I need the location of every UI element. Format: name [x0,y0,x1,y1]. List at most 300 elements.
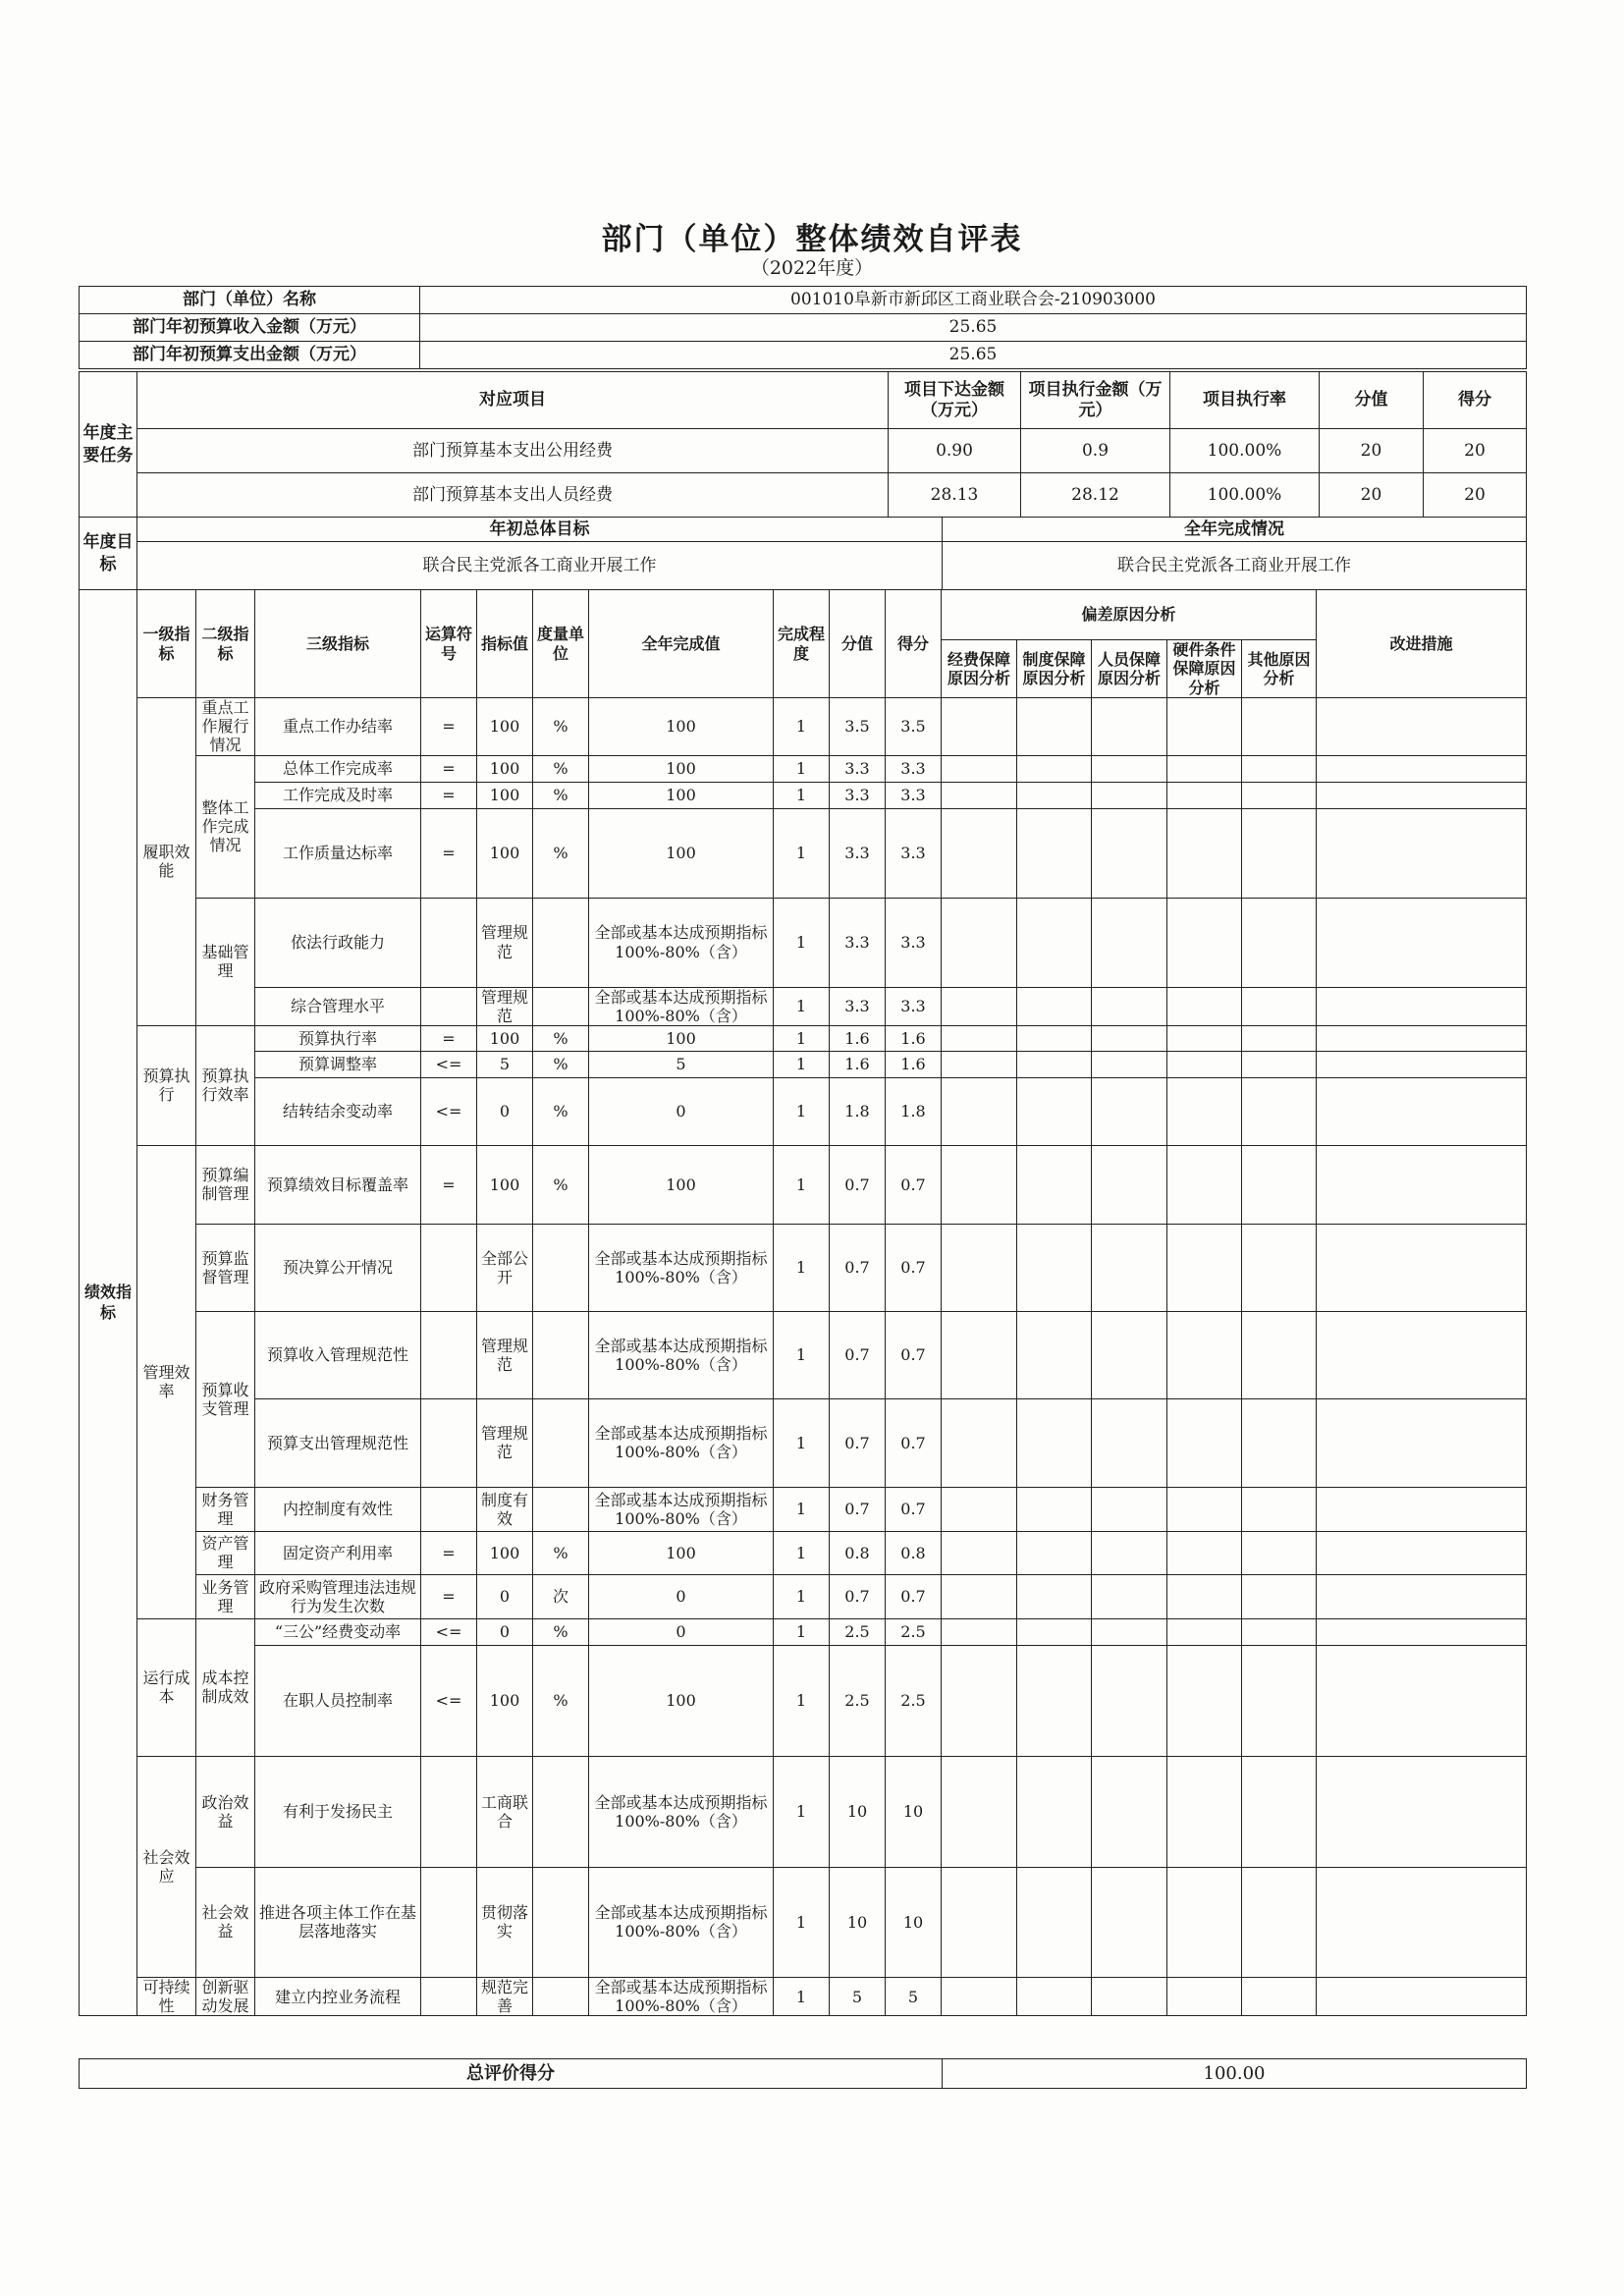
deviation-cell [1092,1977,1167,2015]
level2-indicator: 创新驱动发展 [196,1977,255,2015]
deviation-cell [1242,1531,1317,1574]
task-issued: 28.13 [889,473,1021,518]
operator: = [421,1145,477,1224]
completion-degree: 1 [774,1867,830,1977]
deviation-cell [1242,808,1317,898]
table-row [80,1145,1527,1224]
completion-degree: 1 [774,898,830,987]
table-row [80,1645,1527,1756]
level1-indicator: 可持续性 [137,1977,196,2015]
table-row [80,987,1527,1025]
column-header: 其他原因分析 [1242,640,1317,698]
actual-value: 100 [589,698,774,756]
improvement-cell [1317,1645,1527,1756]
column-header: 得分 [1424,372,1527,429]
section-label: 年度目标 [80,518,137,590]
score: 1.6 [886,1051,942,1077]
score: 1.8 [886,1077,942,1145]
completion-degree: 1 [774,1531,830,1574]
deviation-cell [1092,1398,1167,1487]
score: 2.5 [886,1645,942,1756]
deviation-cell [1092,1051,1167,1077]
level3-indicator: 建立内控业务流程 [255,1977,421,2015]
improvement-cell [1317,1531,1527,1574]
deviation-cell [1017,1077,1092,1145]
deviation-cell [1092,1531,1167,1574]
score: 3.3 [886,782,942,808]
column-header: 一级指标 [137,590,196,698]
operator: = [421,1531,477,1574]
page-title: 部门（单位）整体绩效自评表 [601,222,1023,257]
completion-degree: 1 [774,1645,830,1756]
improvement-cell [1317,1867,1527,1977]
deviation-cell [942,1025,1017,1051]
unit [533,1224,589,1311]
deviation-cell [942,1977,1017,2015]
deviation-cell [942,1051,1017,1077]
score-value: 1.8 [830,1077,886,1145]
score: 5 [886,1977,942,2015]
deviation-cell [1017,1224,1092,1311]
completion-degree: 1 [774,1051,830,1077]
target-value: 管理规范 [477,1398,533,1487]
target-value: 100 [477,1645,533,1756]
improvement-cell [1317,898,1527,987]
unit: 次 [533,1574,589,1618]
score: 0.7 [886,1145,942,1224]
column-header: 完成程度 [774,590,830,698]
operator: <= [421,1077,477,1145]
level2-indicator: 业务管理 [196,1574,255,1618]
deviation-cell [1242,698,1317,756]
unit [533,1487,589,1531]
column-header: 得分 [886,590,942,698]
deviation-cell [942,1487,1017,1531]
deviation-cell [1167,1224,1242,1311]
deviation-cell [1092,1487,1167,1531]
task-score: 20 [1424,429,1527,473]
score-value: 3.3 [830,898,886,987]
deviation-cell [1017,1574,1092,1618]
deviation-cell [1167,755,1242,782]
deviation-cell [1092,1224,1167,1311]
operator: = [421,782,477,808]
table-row [80,429,1527,473]
level3-indicator: 总体工作完成率 [255,755,421,782]
deviation-cell [1167,1756,1242,1867]
deviation-cell [1167,1531,1242,1574]
improvement-cell [1317,1145,1527,1224]
score-value: 1.6 [830,1051,886,1077]
column-header: 经费保障原因分析 [942,640,1017,698]
table-row [80,590,1527,640]
improvement-cell [1317,1025,1527,1051]
deviation-cell [942,1077,1017,1145]
deviation-cell [1167,1051,1242,1077]
total-score-label: 总评价得分 [80,2059,943,2089]
improvement-cell [1317,755,1527,782]
completion-degree: 1 [774,1618,830,1645]
unit: % [533,808,589,898]
deviation-cell [1167,1977,1242,2015]
operator [421,1487,477,1531]
level2-indicator: 预算执行效率 [196,1025,255,1145]
deviation-cell [1167,1487,1242,1531]
target-value: 管理规范 [477,898,533,987]
deviation-cell [1017,1756,1092,1867]
table-row [80,898,1527,987]
operator [421,987,477,1025]
score: 3.5 [886,698,942,756]
level3-indicator: 预算执行率 [255,1025,421,1051]
section-label: 绩效指标 [80,590,137,2016]
deviation-cell [1017,1645,1092,1756]
deviation-cell [1017,1311,1092,1398]
column-header: 制度保障原因分析 [1017,640,1092,698]
score-value: 0.7 [830,1398,886,1487]
task-rate: 100.00% [1170,473,1320,518]
score: 0.8 [886,1531,942,1574]
level2-indicator: 重点工作履行情况 [196,698,255,756]
deviation-cell [1092,698,1167,756]
completion-degree: 1 [774,755,830,782]
deviation-cell [942,1224,1017,1311]
actual-value: 0 [589,1618,774,1645]
level3-indicator: 推进各项主体工作在基层落地落实 [255,1867,421,1977]
column-header: 对应项目 [137,372,889,429]
unit: % [533,698,589,756]
deviation-cell [942,698,1017,756]
deviation-cell [1092,1145,1167,1224]
improvement-cell [1317,1398,1527,1487]
deviation-cell [1242,1977,1317,2015]
completion-degree: 1 [774,1977,830,2015]
improvement-cell [1317,1077,1527,1145]
completion-degree: 1 [774,1574,830,1618]
deviation-cell [1242,1867,1317,1977]
improvement-cell [1317,1977,1527,2015]
improvement-cell [1317,782,1527,808]
target-value: 100 [477,755,533,782]
deviation-cell [1242,1051,1317,1077]
unit: % [533,1051,589,1077]
deviation-cell [942,898,1017,987]
unit: % [533,1145,589,1224]
info-label: 部门（单位）名称 [80,287,420,314]
column-header: 运算符号 [421,590,477,698]
level2-indicator: 财务管理 [196,1487,255,1531]
column-header: 项目执行率 [1170,372,1320,429]
deviation-cell [1167,1398,1242,1487]
actual-value: 5 [589,1051,774,1077]
task-executed: 28.12 [1021,473,1170,518]
completion-degree: 1 [774,1487,830,1531]
deviation-cell [1242,1756,1317,1867]
operator: = [421,808,477,898]
level1-indicator: 履职效能 [137,698,196,1026]
score-value: 0.7 [830,1224,886,1311]
deviation-cell [1017,1487,1092,1531]
level3-indicator: 有利于发扬民主 [255,1756,421,1867]
deviation-cell [1092,1756,1167,1867]
completion-degree: 1 [774,1145,830,1224]
deviation-cell [942,1645,1017,1756]
column-header: 改进措施 [1317,590,1527,698]
improvement-cell [1317,1311,1527,1398]
deviation-cell [1017,755,1092,782]
deviation-cell [1017,1867,1092,1977]
target-value: 100 [477,1025,533,1051]
column-header: 全年完成值 [589,590,774,698]
column-header: 二级指标 [196,590,255,698]
score-value: 3.3 [830,808,886,898]
deviation-cell [1092,808,1167,898]
deviation-cell [1092,782,1167,808]
actual-value: 100 [589,1645,774,1756]
info-value: 25.65 [420,342,1527,369]
deviation-cell [1092,1618,1167,1645]
score: 2.5 [886,1618,942,1645]
deviation-cell [942,1145,1017,1224]
level1-indicator: 运行成本 [137,1618,196,1756]
actual-value: 全部或基本达成预期指标100%-80%（含） [589,1977,774,2015]
completion-degree: 1 [774,1077,830,1145]
deviation-cell [1242,1025,1317,1051]
deviation-cell [1092,1867,1167,1977]
initial-goal: 联合民主党派各工商业开展工作 [137,542,943,590]
deviation-cell [1017,1145,1092,1224]
level2-indicator: 政治效益 [196,1756,255,1867]
score: 10 [886,1756,942,1867]
deviation-cell [1092,1645,1167,1756]
operator [421,898,477,987]
deviation-cell [1092,898,1167,987]
level1-indicator: 预算执行 [137,1025,196,1145]
table-row [80,1398,1527,1487]
unit: % [533,1531,589,1574]
target-value: 0 [477,1618,533,1645]
total-score-value: 100.00 [943,2059,1527,2089]
level3-indicator: 政府采购管理违法违规行为发生次数 [255,1574,421,1618]
improvement-cell [1317,1574,1527,1618]
deviation-cell [1242,1311,1317,1398]
unit [533,1867,589,1977]
deviation-cell [1017,987,1092,1025]
unit: % [533,755,589,782]
score-value: 0.7 [830,1145,886,1224]
completion-degree: 1 [774,1756,830,1867]
deviation-cell [1017,808,1092,898]
completion-degree: 1 [774,1025,830,1051]
table-row [80,1487,1527,1531]
deviation-cell [1092,1574,1167,1618]
actual-value: 全部或基本达成预期指标100%-80%（含） [589,1756,774,1867]
level3-indicator: 预算收入管理规范性 [255,1311,421,1398]
task-item: 部门预算基本支出公用经费 [137,429,889,473]
operator: = [421,698,477,756]
deviation-cell [1242,1077,1317,1145]
table-row [80,372,1527,429]
operator: <= [421,1618,477,1645]
deviation-cell [942,1756,1017,1867]
level3-indicator: 依法行政能力 [255,898,421,987]
score: 0.7 [886,1487,942,1531]
operator: = [421,755,477,782]
deviation-cell [1017,1618,1092,1645]
target-value: 5 [477,1051,533,1077]
score-value: 3.3 [830,755,886,782]
score: 0.7 [886,1311,942,1398]
deviation-cell [1092,1025,1167,1051]
improvement-cell [1317,698,1527,756]
completion-degree: 1 [774,782,830,808]
score-value: 0.7 [830,1487,886,1531]
task-rate: 100.00% [1170,429,1320,473]
score: 3.3 [886,898,942,987]
column-header: 偏差原因分析 [942,590,1317,640]
actual-value: 全部或基本达成预期指标100%-80%（含） [589,1398,774,1487]
level2-indicator: 预算监督管理 [196,1224,255,1311]
deviation-cell [1017,698,1092,756]
table-row [80,1077,1527,1145]
task-executed: 0.9 [1021,429,1170,473]
operator: = [421,1025,477,1051]
target-value: 100 [477,808,533,898]
score: 3.3 [886,987,942,1025]
unit [533,1398,589,1487]
deviation-cell [1167,808,1242,898]
table-row [80,542,1527,590]
table-row [80,1025,1527,1051]
unit [533,1756,589,1867]
deviation-cell [1092,755,1167,782]
completion-degree: 1 [774,698,830,756]
level3-indicator: 预算调整率 [255,1051,421,1077]
target-value: 制度有效 [477,1487,533,1531]
deviation-cell [1167,1574,1242,1618]
completion-degree: 1 [774,1311,830,1398]
score-value: 1.6 [830,1025,886,1051]
table-row [80,1756,1527,1867]
target-value: 管理规范 [477,987,533,1025]
actual-value: 0 [589,1574,774,1618]
indicators-table [79,589,1527,2016]
completion-degree: 1 [774,1224,830,1311]
deviation-cell [1242,1618,1317,1645]
score-value: 2.5 [830,1618,886,1645]
task-item: 部门预算基本支出人员经费 [137,473,889,518]
table-row [80,342,1527,369]
score-value: 0.7 [830,1574,886,1618]
unit [533,1977,589,2015]
operator: <= [421,1051,477,1077]
score-value: 10 [830,1756,886,1867]
level3-indicator: 内控制度有效性 [255,1487,421,1531]
column-header: 分值 [830,590,886,698]
level2-indicator: 整体工作完成情况 [196,755,255,898]
actual-value: 100 [589,1531,774,1574]
deviation-cell [942,1867,1017,1977]
unit: % [533,1618,589,1645]
level2-indicator: 成本控制成效 [196,1618,255,1756]
level2-indicator: 预算收支管理 [196,1311,255,1487]
actual-value: 100 [589,1025,774,1051]
target-value: 贯彻落实 [477,1867,533,1977]
deviation-cell [1167,1145,1242,1224]
table-row [80,698,1527,756]
task-score-value: 20 [1320,429,1424,473]
operator [421,1977,477,2015]
info-label: 部门年初预算支出金额（万元） [80,342,420,369]
deviation-cell [942,782,1017,808]
level3-indicator: 在职人员控制率 [255,1645,421,1756]
actual-value: 100 [589,1145,774,1224]
deviation-cell [1167,898,1242,987]
total-score-table [79,2058,1527,2089]
column-header: 项目下达金额（万元） [889,372,1021,429]
actual-value: 100 [589,808,774,898]
operator [421,1311,477,1398]
unit [533,987,589,1025]
table-row [80,314,1527,342]
deviation-cell [1242,1487,1317,1531]
goals-table [79,517,1527,590]
deviation-cell [1017,1977,1092,2015]
actual-value: 全部或基本达成预期指标100%-80%（含） [589,987,774,1025]
deviation-cell [1092,1311,1167,1398]
operator [421,1756,477,1867]
operator [421,1224,477,1311]
unit: % [533,782,589,808]
target-value: 管理规范 [477,1311,533,1398]
table-row [80,473,1527,518]
improvement-cell [1317,1051,1527,1077]
actual-value: 全部或基本达成预期指标100%-80%（含） [589,1487,774,1531]
target-value: 100 [477,782,533,808]
deviation-cell [1242,1574,1317,1618]
column-header: 度量单位 [533,590,589,698]
target-value: 100 [477,698,533,756]
score-value: 10 [830,1867,886,1977]
actual-value: 100 [589,782,774,808]
target-value: 0 [477,1574,533,1618]
improvement-cell [1317,987,1527,1025]
level3-indicator: “三公”经费变动率 [255,1618,421,1645]
column-header: 指标值 [477,590,533,698]
level3-indicator: 工作完成及时率 [255,782,421,808]
deviation-cell [1167,1645,1242,1756]
score-value: 0.8 [830,1531,886,1574]
table-row [80,1618,1527,1645]
table-row [80,2059,1527,2089]
info-value: 25.65 [420,314,1527,342]
deviation-cell [1017,782,1092,808]
unit [533,1311,589,1398]
task-score: 20 [1424,473,1527,518]
deviation-cell [942,1311,1017,1398]
actual-value: 全部或基本达成预期指标100%-80%（含） [589,898,774,987]
deviation-cell [942,755,1017,782]
deviation-cell [1092,1077,1167,1145]
actual-value: 全部或基本达成预期指标100%-80%（含） [589,1867,774,1977]
level3-indicator: 固定资产利用率 [255,1531,421,1574]
column-header: 硬件条件保障原因分析 [1167,640,1242,698]
actual-value: 全部或基本达成预期指标100%-80%（含） [589,1224,774,1311]
improvement-cell [1317,1487,1527,1531]
table-row [80,1977,1527,2015]
level1-indicator: 社会效应 [137,1756,196,1977]
completion-degree: 1 [774,808,830,898]
